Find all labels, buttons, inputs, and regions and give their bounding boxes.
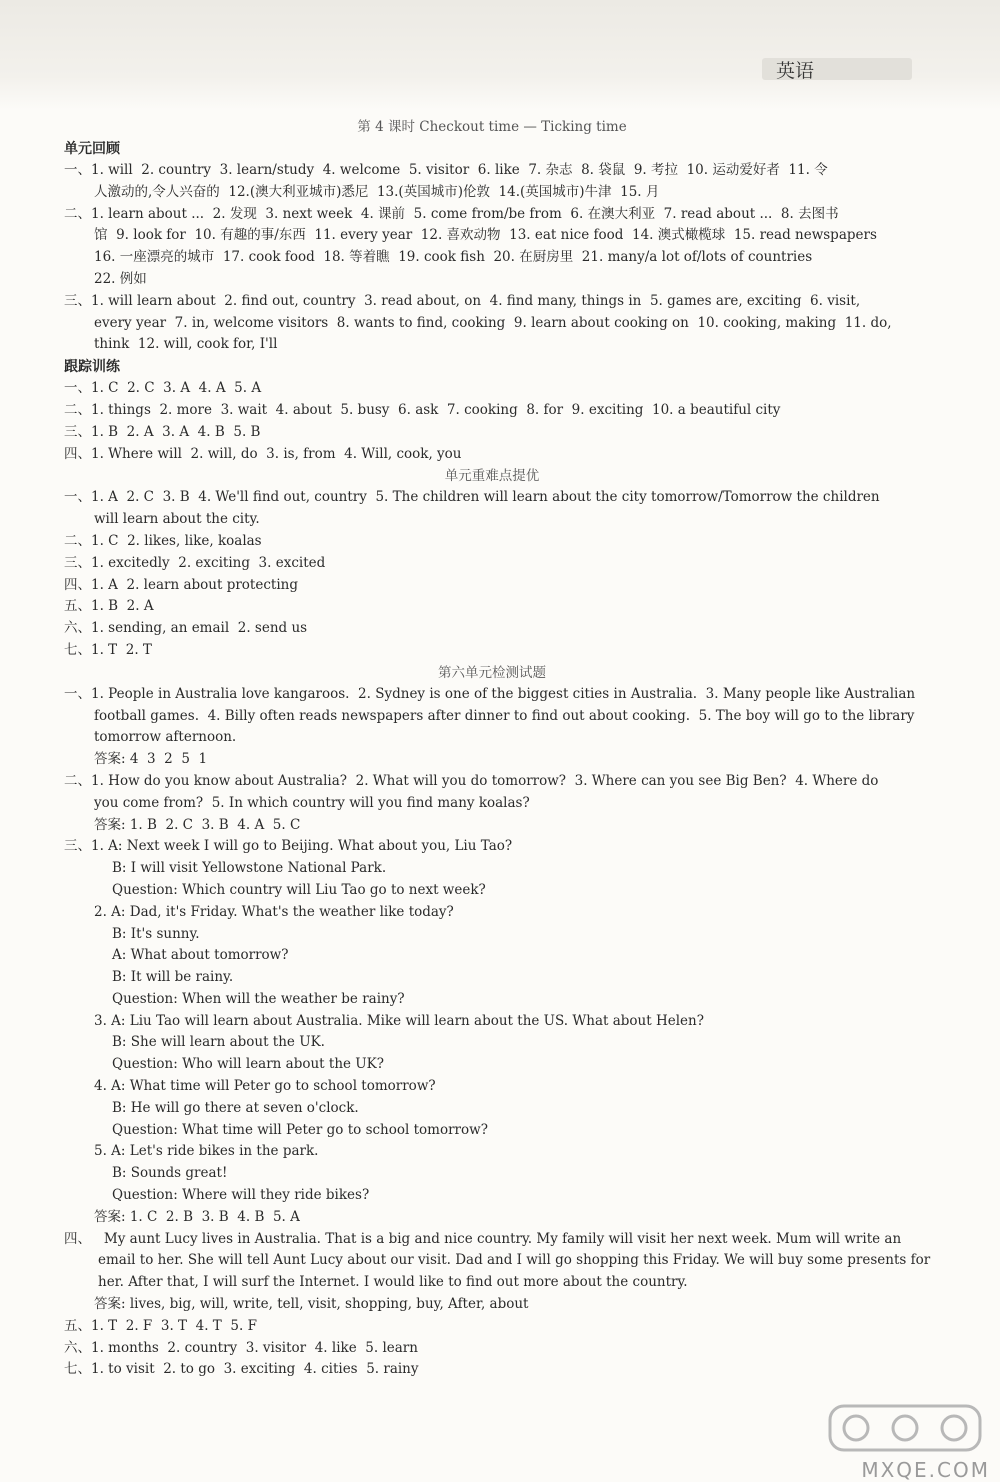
answer-line: 22. 例如 bbox=[94, 270, 147, 287]
section-heading: 跟踪训练 bbox=[64, 359, 120, 376]
answer-line: 四、1. A 2. learn about protecting bbox=[64, 576, 298, 593]
answer-line: 一、1. will 2. country 3. learn/study 4. welcome 5. visitor 6. like 7. 杂志 8. 袋鼠 9. 考拉 10. 运动爱好者 11. 令 bbox=[64, 162, 828, 178]
answer-line: 一、1. A 2. C 3. B 4. We'll find out, country 5. The children will learn about the city tomorrow/Tomorrow the children bbox=[64, 489, 880, 506]
answer-line: Question: What time will Peter go to school tomorrow? bbox=[112, 1121, 488, 1138]
answer-line: 四、1. Where will 2. will, do 3. is, from 4. Will, cook, you bbox=[64, 445, 462, 462]
answer-line: 一、1. C 2. C 3. A 4. A 5. A bbox=[64, 380, 262, 397]
answer-line: 六、1. months 2. country 3. visitor 4. like 5. learn bbox=[64, 1339, 418, 1356]
subject-label: 英语 bbox=[775, 60, 814, 82]
answer-line: 三、1. B 2. A 3. A 4. B 5. B bbox=[64, 423, 261, 440]
answer-content bbox=[64, 116, 931, 1381]
answer-line: 答案: 1. B 2. C 3. B 4. A 5. C bbox=[94, 816, 301, 833]
answer-line: 二、1. C 2. likes, like, koalas bbox=[64, 532, 262, 549]
answer-line: B: Sounds great! bbox=[112, 1165, 228, 1182]
answer-line: B: I will visit Yellowstone National Park. bbox=[112, 860, 387, 877]
answer-line: B: It's sunny. bbox=[112, 925, 200, 942]
answer-line: 二、1. things 2. more 3. wait 4. about 5. busy 6. ask 7. cooking 8. for 9. exciting 10. a beautiful city bbox=[64, 401, 781, 418]
answer-line: 四、 My aunt Lucy lives in Australia. That is a big and nice country. My family will visit her next week. Mum will write an bbox=[64, 1230, 902, 1247]
section-title: 第六单元检测试题 bbox=[438, 664, 546, 681]
answer-line: 三、1. excitedly 2. exciting 3. excited bbox=[64, 554, 326, 571]
answer-line: 五、1. T 2. F 3. T 4. T 5. F bbox=[64, 1317, 257, 1334]
answer-line: B: She will learn about the UK. bbox=[112, 1034, 325, 1051]
answer-line: 三、1. will learn about 2. find out, country 3. read about, on 4. find many, things in 5. games are, exciting 6. visit, bbox=[64, 292, 861, 309]
answer-line: think 12. will, cook for, I'll bbox=[94, 336, 278, 353]
answer-line: 三、1. A: Next week I will go to Beijing. What about you, Liu Tao? bbox=[64, 838, 513, 855]
answer-line: you come from? 5. In which country will you find many koalas? bbox=[94, 794, 530, 811]
page-header-band bbox=[0, 0, 1000, 110]
answer-line: B: He will go there at seven o'clock. bbox=[112, 1099, 359, 1116]
answer-line: 5. A: Let's ride bikes in the park. bbox=[94, 1143, 319, 1160]
answer-line: 馆 9. look for 10. 有趣的事/东西 11. every year 12. 喜欢动物 13. eat nice food 14. 澳式橄榄球 15. read newspapers bbox=[94, 227, 877, 244]
answer-line: 3. A: Liu Tao will learn about Australia. Mike will learn about the US. What about Helen? bbox=[94, 1012, 704, 1029]
answer-line: 答案: 1. C 2. B 3. B 4. B 5. A bbox=[94, 1208, 300, 1225]
answer-line: 一、1. People in Australia love kangaroos. 2. Sydney is one of the biggest cities in Australia. 3. Many people like Australian bbox=[64, 685, 916, 702]
answer-line: Question: Who will learn about the UK? bbox=[112, 1056, 384, 1073]
answer-line: football games. 4. Billy often reads newspapers after dinner to find out about cooking. 5. The boy will go to the library bbox=[94, 707, 915, 724]
answer-line: 二、1. How do you know about Australia? 2. What will you do tomorrow? 3. Where can you see Big Ben? 4. Where do bbox=[64, 772, 879, 789]
answer-line: 二、1. learn about ... 2. 发现 3. next week 4. 课前 5. come from/be from 6. 在澳大利亚 7. read about ... 8. 去图书 bbox=[64, 205, 839, 222]
answer-line: 六、1. sending, an email 2. send us bbox=[64, 620, 308, 637]
answer-line: tomorrow afternoon. bbox=[94, 729, 237, 746]
answer-line: 2. A: Dad, it's Friday. What's the weather like today? bbox=[94, 903, 454, 920]
answer-line: 答案: 4 3 2 5 1 bbox=[94, 751, 208, 768]
answer-line: 五、1. B 2. A bbox=[64, 598, 154, 615]
section-heading: 单元回顾 bbox=[64, 141, 120, 157]
answer-line: will learn about the city. bbox=[94, 511, 260, 528]
watermark-text: MXQE.COM bbox=[861, 1458, 990, 1482]
answer-line: 人激动的,令人兴奋的 12.(澳大利亚城市)悉尼 13.(英国城市)伦敦 14.(英国城市)牛津 15. 月 bbox=[94, 183, 660, 200]
answer-line: 七、1. T 2. T bbox=[64, 641, 152, 658]
answer-line: A: What about tomorrow? bbox=[112, 947, 289, 964]
section-title: 第 4 课时 Checkout time — Ticking time bbox=[357, 119, 627, 135]
answer-line: 16. 一座漂亮的城市 17. cook food 18. 等着瞧 19. cook fish 20. 在厨房里 21. many/a lot of/lots of countries bbox=[94, 249, 813, 266]
answer-line: B: It will be rainy. bbox=[112, 969, 234, 986]
answer-line: every year 7. in, welcome visitors 8. wants to find, cooking 9. learn about cooking on 10. cooking, making 11. do, bbox=[94, 314, 892, 331]
answer-line: email to her. She will tell Aunt Lucy about our visit. Dad and I will go shopping this Friday. We will buy some presents for bbox=[98, 1252, 931, 1269]
answer-line: Question: Where will they ride bikes? bbox=[112, 1187, 370, 1204]
answer-line: 答案: lives, big, will, write, tell, visit, shopping, buy, After, about bbox=[94, 1296, 529, 1313]
answer-line: Question: When will the weather be rainy? bbox=[112, 990, 405, 1007]
section-title: 单元重难点提优 bbox=[444, 468, 540, 485]
answer-line: Question: Which country will Liu Tao go to next week? bbox=[112, 881, 486, 898]
answer-line: her. After that, I will surf the Internet. I would like to find out more about the country. bbox=[98, 1274, 688, 1291]
answer-line: 七、1. to visit 2. to go 3. exciting 4. cities 5. rainy bbox=[64, 1361, 419, 1378]
answer-line: 4. A: What time will Peter go to school tomorrow? bbox=[94, 1078, 436, 1095]
